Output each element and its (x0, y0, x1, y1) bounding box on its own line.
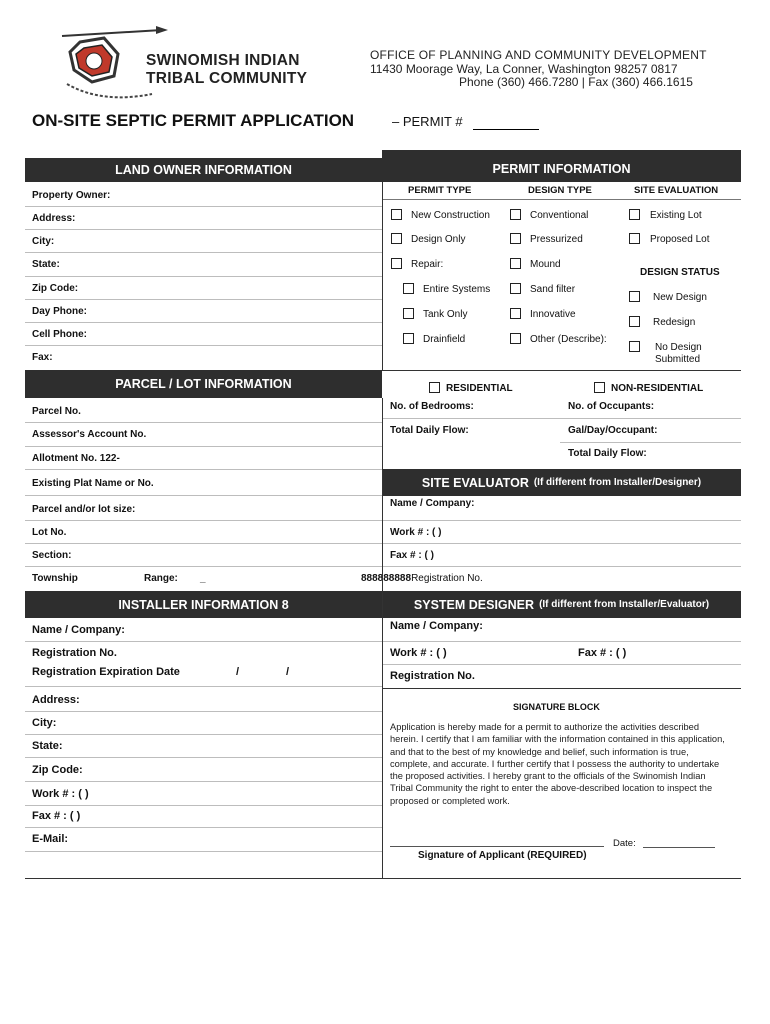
signature-applicant-label: Signature of Applicant (REQUIRED) (418, 850, 587, 861)
state-label: State: (32, 259, 60, 270)
submitted-label: Submitted (655, 354, 701, 365)
conventional-checkbox[interactable] (510, 209, 521, 220)
installer-reg-exp-label: Registration Expiration Date (32, 666, 180, 678)
cell-phone-field[interactable] (25, 345, 382, 346)
range-field[interactable]: _ (200, 573, 206, 584)
org-name-line2: TRIBAL COMMUNITY (146, 70, 308, 87)
sand-filter-checkbox[interactable] (510, 283, 521, 294)
redesign-label: Redesign (653, 317, 696, 328)
lot-no-field[interactable] (25, 543, 382, 544)
site-evaluation-heading: SITE EVALUATION (634, 185, 719, 196)
non-residential-label: NON-RESIDENTIAL (611, 383, 704, 394)
gal-day-occupant-label: Gal/Day/Occupant: (568, 425, 658, 436)
installer-address-field[interactable] (25, 711, 382, 712)
designer-heading: SYSTEM DESIGNER (413, 597, 535, 612)
tank-only-checkbox[interactable] (403, 308, 414, 319)
evaluator-fax-label: Fax # : ( ) (390, 550, 434, 561)
evaluator-name-label: Name / Company: (390, 498, 475, 509)
installer-zip-field[interactable] (25, 781, 382, 782)
address-label: Address: (32, 213, 76, 224)
installer-name-field[interactable] (25, 641, 382, 642)
occupants-label: No. of Occupants: (568, 401, 655, 412)
other-describe-label: Other (Describe): (530, 334, 607, 345)
bedrooms-occupants-field[interactable] (382, 418, 741, 419)
mound-checkbox[interactable] (510, 258, 521, 269)
day-phone-field[interactable] (25, 322, 382, 323)
installer-zip-label: Zip Code: (32, 764, 83, 776)
no-design-label: No Design (655, 342, 702, 353)
parcel-no-label: Parcel No. (32, 406, 81, 417)
lot-size-field[interactable] (25, 520, 382, 521)
entire-systems-label: Entire Systems (423, 284, 491, 295)
designer-work-fax-field[interactable] (382, 664, 741, 665)
tank-only-label: Tank Only (423, 309, 468, 320)
lot-size-label: Parcel and/or lot size: (32, 504, 136, 515)
allotment-label: Allotment No. 122- (32, 453, 120, 464)
date-slash-1: / (236, 666, 240, 678)
designer-fax-label: Fax # : ( ) (578, 647, 627, 659)
no-design-checkbox[interactable] (629, 341, 640, 352)
new-design-label: New Design (653, 292, 707, 303)
design-only-label: Design Only (411, 234, 466, 245)
innovative-label: Innovative (530, 309, 576, 320)
gal-day-field[interactable] (560, 442, 741, 443)
new-construction-label: New Construction (411, 210, 490, 221)
designer-name-label: Name / Company: (390, 620, 483, 632)
range-label: Range: (144, 573, 178, 584)
permit-type-heading: PERMIT TYPE (408, 185, 472, 196)
plat-name-label: Existing Plat Name or No. (32, 478, 154, 489)
installer-fax-field[interactable] (25, 827, 382, 828)
designer-reg-field[interactable] (382, 688, 741, 689)
section-label: Section: (32, 550, 72, 561)
city-label: City: (32, 236, 55, 247)
designer-reg-label: Registration No. (390, 670, 475, 682)
lot-no-label: Lot No. (32, 527, 67, 538)
date-label: Date: (613, 838, 636, 849)
bedrooms-label: No. of Bedrooms: (390, 401, 474, 412)
land-owner-heading: LAND OWNER INFORMATION (25, 158, 382, 182)
parcel-heading: PARCEL / LOT INFORMATION (25, 370, 382, 398)
total-daily-flow-2-label: Total Daily Flow: (568, 448, 647, 459)
pressurized-checkbox[interactable] (510, 233, 521, 244)
total-daily-flow-label: Total Daily Flow: (390, 425, 469, 436)
property-owner-label: Property Owner: (32, 190, 111, 201)
conventional-label: Conventional (530, 210, 589, 221)
zip-field[interactable] (25, 299, 382, 300)
installer-name-label: Name / Company: (32, 624, 125, 636)
signature-line[interactable] (390, 846, 604, 847)
date-field[interactable] (643, 847, 715, 848)
date-slash-2: / (286, 666, 290, 678)
residential-label: RESIDENTIAL (446, 383, 513, 394)
sand-filter-label: Sand filter (530, 284, 576, 295)
evaluator-reg-label: Registration No. (411, 573, 483, 584)
parcel-no-field[interactable] (25, 422, 382, 423)
repair-checkbox[interactable] (391, 258, 402, 269)
permit-info-heading: PERMIT INFORMATION (382, 150, 741, 182)
fax-label: Fax: (32, 352, 53, 363)
allotment-field[interactable] (25, 469, 382, 470)
repair-label: Repair: (411, 259, 444, 270)
day-phone-label: Day Phone: (32, 306, 88, 317)
design-type-heading: DESIGN TYPE (528, 185, 592, 196)
office-name: OFFICE OF PLANNING AND COMMUNITY DEVELOPMENT (370, 48, 707, 62)
installer-state-field[interactable] (25, 757, 382, 758)
section-field[interactable] (25, 566, 382, 567)
site-evaluator-heading-bar (382, 469, 741, 496)
cell-phone-label: Cell Phone: (32, 329, 88, 340)
office-address: 11430 Moorage Way, La Conner, Washington 98257 0817 (370, 62, 678, 76)
installer-state-label: State: (32, 740, 63, 752)
existing-lot-checkbox[interactable] (629, 209, 640, 220)
installer-reg-label: Registration No. (32, 647, 117, 659)
non-residential-checkbox[interactable] (594, 382, 605, 393)
page-title: ON-SITE SEPTIC PERMIT APPLICATION (32, 111, 355, 130)
entire-systems-checkbox[interactable] (403, 283, 414, 294)
evaluator-work-field[interactable] (382, 543, 741, 544)
drainfield-checkbox[interactable] (403, 333, 414, 344)
city-field[interactable] (25, 252, 382, 253)
installer-address-label: Address: (32, 694, 80, 706)
redesign-checkbox[interactable] (629, 316, 640, 327)
pressurized-label: Pressurized (530, 234, 583, 245)
site-evaluator-heading: SITE EVALUATOR (421, 475, 529, 490)
installer-fax-label: Fax # : ( ) (32, 810, 81, 822)
installer-reg-exp-field[interactable] (25, 686, 382, 687)
site-evaluator-note: (If different from Installer/Designer) (533, 477, 702, 488)
state-field[interactable] (25, 276, 382, 277)
office-phone: Phone (360) 466.7280 | Fax (360) 466.1615 (459, 75, 693, 89)
existing-lot-label: Existing Lot (650, 210, 702, 221)
designer-heading-bar (382, 591, 741, 618)
zip-label: Zip Code: (32, 283, 79, 294)
new-design-checkbox[interactable] (629, 291, 640, 302)
residential-checkbox[interactable] (429, 382, 440, 393)
designer-work-label: Work # : ( ) (390, 647, 447, 659)
permit-number-field[interactable] (473, 129, 539, 130)
design-only-checkbox[interactable] (391, 233, 402, 244)
design-status-heading: DESIGN STATUS (640, 267, 720, 278)
signature-block-heading: SIGNATURE BLOCK (513, 702, 600, 712)
org-name-line1: SWINOMISH INDIAN (146, 52, 300, 69)
address-field[interactable] (25, 229, 382, 230)
other-describe-checkbox[interactable] (510, 333, 521, 344)
mound-label: Mound (530, 259, 561, 270)
installer-city-label: City: (32, 717, 57, 729)
plat-name-field[interactable] (25, 495, 382, 496)
assessor-account-field[interactable] (25, 446, 382, 447)
evaluator-work-label: Work # : ( ) (390, 527, 442, 538)
proposed-lot-label: Proposed Lot (650, 234, 710, 245)
township-label: Township (32, 573, 78, 584)
installer-work-field[interactable] (25, 805, 382, 806)
proposed-lot-checkbox[interactable] (629, 233, 640, 244)
certification-text: Application is hereby made for a permit to authorize the activities described herein. I certify that I am familiar with the information contained in this application, and that to the best of my knowledge and belief, such information is true, complete, and accurate. I further certify that I possess the authority to undertake the proposed activities. I hereby grant to the officials of the Swinomish Indian Tribal Community the right to enter the above-described location to inspect the proposed or completed work. (390, 722, 725, 806)
designer-name-field[interactable] (382, 641, 741, 642)
permit-number-label: – PERMIT # (392, 114, 463, 129)
installer-work-label: Work # : ( ) (32, 788, 89, 800)
property-owner-field[interactable] (25, 206, 382, 207)
installer-email-label: E-Mail: (32, 833, 69, 845)
new-construction-checkbox[interactable] (391, 209, 402, 220)
evaluator-name-field[interactable] (382, 520, 741, 521)
installer-heading: INSTALLER INFORMATION 8 (25, 591, 382, 618)
evaluator-reg-prefix: 888888888 (361, 573, 412, 584)
installer-email-field[interactable] (25, 851, 382, 852)
designer-note: (If different from Installer/Evaluator) (539, 599, 710, 610)
installer-city-field[interactable] (25, 734, 382, 735)
drainfield-label: Drainfield (423, 334, 466, 345)
evaluator-fax-field[interactable] (382, 566, 741, 567)
assessor-account-label: Assessor's Account No. (32, 429, 147, 440)
innovative-checkbox[interactable] (510, 308, 521, 319)
